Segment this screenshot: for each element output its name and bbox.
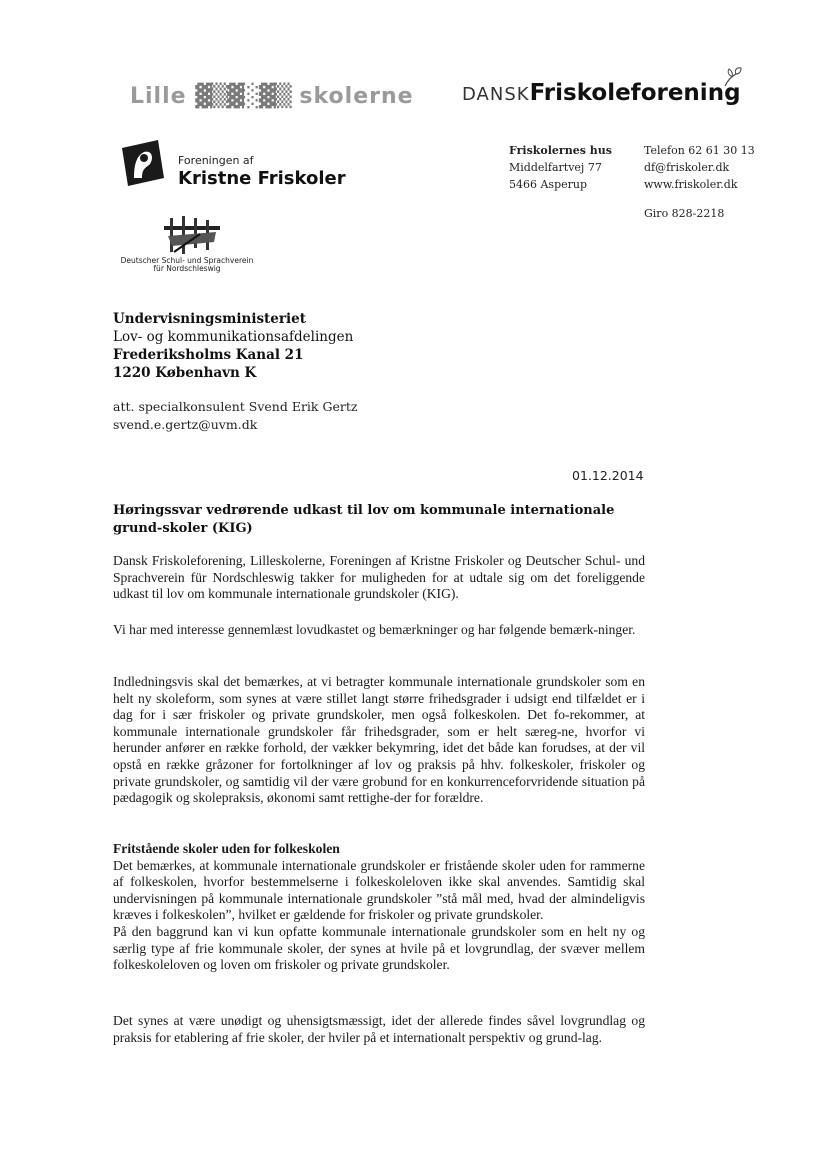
- deutscher-schulverein-icon: [160, 212, 224, 256]
- recipient-line1: Undervisningsministeriet: [113, 311, 306, 327]
- letter-subject: Høringssvar vedrørende udkast til lov om kommunale internationale grund-skoler (KIG): [113, 503, 615, 536]
- contact-org: Friskolernes hus: [509, 144, 612, 157]
- contact-address: [509, 142, 612, 193]
- deutscher-logo-line1: Deutscher Schul- und Sprachverein: [120, 256, 254, 265]
- leaf-icon: [722, 66, 744, 88]
- dansk-friskoleforening-logo: [462, 80, 741, 106]
- section-heading: Fritstående skoler uden for folkeskolen: [113, 841, 340, 856]
- lille-logo-graphic: ▓▒▓░▓▒: [195, 84, 291, 109]
- contact-giro: Giro 828-2218: [644, 207, 725, 220]
- letter-date: 01.12.2014: [572, 468, 644, 483]
- paragraph-4: Det bemærkes, at kommunale internationale grundskoler er fristående skoler uden for rammerne af folkeskolen, hvorfor bestemmelserne i folkeskoleloven ikke skal anvendes. Samtidig skal undervisningen på kommunale internationale grundskoler ”stå mål med, hvad der almindeligvis kræves i folkeskolen”, hvilket er gældende for friskoler og private grundskoler.: [113, 857, 645, 923]
- section-block: [113, 841, 645, 974]
- kristne-logo-big: Kristne Friskoler: [178, 168, 346, 189]
- dansk-logo-name: Friskoleforening: [529, 80, 741, 106]
- lilleskolerne-logo: [130, 84, 414, 109]
- paragraph-3: Indledningsvis skal det bemærkes, at vi betragter kommunale internationale grundskoler som en helt ny skoleform, som synes at være stillet langt større frihedsgrader i udsigt end tilfældet er i dag for i sær friskoler og private grundskoler, men også folkeskolen. Det fo-rekommer, at kommunale internationale grundskoler får frihedsgrader, som er helt særeg-ne, hvorfor vi herunder anfører en række forhold, der vækker bekymring, idet det både kan forudses, at der vil opstå en række gråzoner for fortolkninger af lov og praksis på hhv. folkeskoler, friskoler og private grundskoler, og samtidig vil der være grobund for en konkurrenceforvridende situation på pædagogik og skolepraksis, økonomi samt rettighe-der for forældre.: [113, 674, 645, 806]
- contact-phone: Telefon 62 61 30 13: [644, 144, 755, 157]
- deutscher-logo-text: [112, 257, 262, 273]
- deutscher-logo-line2: für Nordschleswig: [153, 264, 221, 273]
- paragraph-6: Det synes at være unødigt og uhensigtsmæssigt, idet der allerede findes såvel lovgrundlag og praksis for etablering af frie skoler, der hviler på et internationalt perspektiv og grund-lag.: [113, 1013, 645, 1045]
- kristne-logo-small: Foreningen af: [178, 154, 254, 167]
- dansk-logo-dansk: DANSK: [462, 84, 530, 105]
- lille-logo-part2: skolerne: [299, 84, 414, 109]
- paragraph-5: På den baggrund kan vi kun opfatte kommunale internationale grundskoler som en helt ny og særlig type af frie kommunale skoler, der synes at hvile på et lovgrundlag, der svæver mellem folkeskoleloven og loven om friskoler og private grundskoler.: [113, 923, 645, 973]
- contact-details: [644, 142, 755, 222]
- paragraph-1: Dansk Friskoleforening, Lilleskolerne, Foreningen af Kristne Friskoler og Deutscher Schul- und Sprachverein für Nordschleswig takker for muligheden for at udtale sig om det foreliggende udkast til lov om kommunale internationale grundskoler (KIG).: [113, 553, 645, 602]
- lille-logo-part1: Lille: [130, 84, 187, 109]
- recipient-address: [113, 310, 353, 382]
- recipient-att: [113, 398, 357, 434]
- contact-street: Middelfartvej 77: [509, 161, 602, 174]
- recipient-line4: 1220 København K: [113, 365, 257, 381]
- contact-email: df@friskoler.dk: [644, 161, 730, 174]
- kristne-friskoler-icon: [118, 138, 168, 188]
- recipient-att-name: att. specialkonsulent Svend Erik Gertz: [113, 399, 358, 414]
- contact-city: 5466 Asperup: [509, 178, 588, 191]
- recipient-email: svend.e.gertz@uvm.dk: [113, 417, 258, 432]
- recipient-line3: Frederiksholms Kanal 21: [113, 347, 304, 363]
- recipient-line2: Lov- og kommunikationsafdelingen: [113, 329, 354, 345]
- contact-website: www.friskoler.dk: [644, 178, 738, 191]
- paragraph-2: Vi har med interesse gennemlæst lovudkastet og bemærkninger og har følgende bemærk-ninger.: [113, 622, 636, 637]
